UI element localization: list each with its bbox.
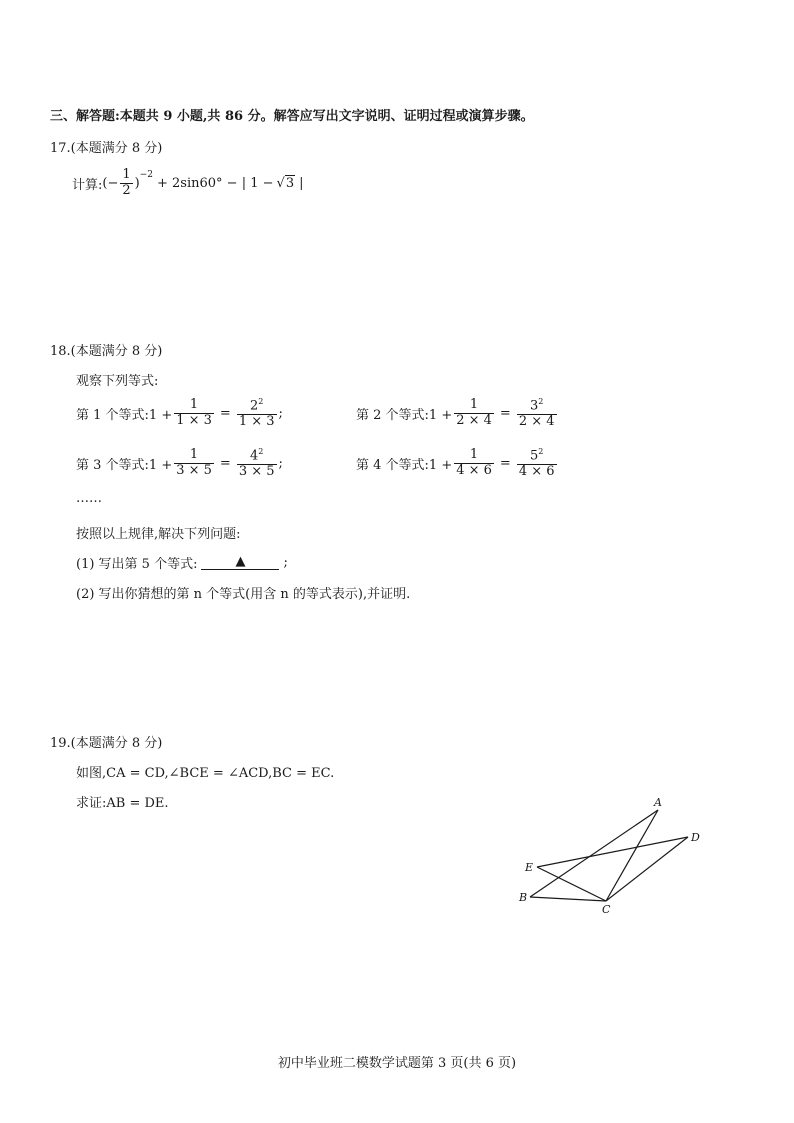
q18-equation-2 [356,397,559,430]
eq-right-fraction [517,397,557,430]
eq-right-num-base: 2 [249,398,259,414]
answer-blank[interactable]: ▲ [201,555,279,570]
eq-left-fraction [174,398,214,429]
segment-cd [606,837,688,901]
eq-left-den: 4 × 6 [456,463,492,479]
q18-ellipsis: …… [76,491,102,506]
segment-ac [606,810,658,901]
q17-sqrt-arg: 3 [285,176,295,192]
eq-right-num [517,397,557,415]
q17-frac-den: 2 [122,182,131,198]
q17-header: 17.(本题满分 8 分) [50,141,163,156]
segment-ec [537,867,606,901]
q17-expr-close: ) [134,175,140,191]
point-label-c: C [602,903,611,915]
q18-part1-suffix: ; [283,555,288,570]
eq-equals: = [499,406,511,422]
q17-expr-end: | [299,175,304,191]
eq-label: 第 2 个等式:1 + [356,408,453,424]
q17-expression [72,168,303,199]
q17-exponent: −2 [139,170,153,180]
eq-left-num: 1 [454,448,494,464]
eq-right-num [237,447,277,465]
eq-label: 第 4 个等式:1 + [356,458,453,474]
point-label-a: A [654,796,662,809]
q17-prompt: 计算: [72,177,103,193]
eq-right-num-exp: 2 [538,447,544,456]
eq-equals: = [219,456,231,472]
segment-ab [530,810,658,897]
point-label-b: B [519,891,528,904]
q19-given: 如图,CA = CD,∠BCE = ∠ACD,BC = EC. [76,766,335,781]
point-label-e: E [525,861,534,874]
eq-right-den: 1 × 3 [238,414,275,430]
eq-equals: = [499,456,511,472]
q18-instruction: 按照以上规律,解决下列问题: [76,527,241,542]
eq-left-fraction [454,448,494,479]
q18-equation-4 [356,447,559,480]
q19-prove: 求证:AB = DE. [76,796,169,811]
q18-header: 18.(本题满分 8 分) [50,344,163,359]
eq-left-num: 1 [174,448,214,464]
q18-equation-1 [76,397,283,430]
eq-right-num-exp: 2 [258,397,264,406]
q18-equation-3 [76,447,283,480]
eq-right-num-base: 4 [249,448,259,464]
page-footer: 初中毕业班二模数学试题第 3 页(共 6 页) [277,1056,517,1071]
eq-end: ; [278,456,283,472]
eq-right-num-exp: 2 [258,447,264,456]
eq-left-den: 1 × 3 [176,413,212,429]
eq-left-num: 1 [454,398,494,414]
eq-right-den: 4 × 6 [518,464,555,480]
section-heading: 三、解答题:本题共 9 小题,共 86 分。解答应写出文字说明、证明过程或演算步骤。 [50,109,534,124]
eq-label: 第 1 个等式:1 + [76,408,173,424]
eq-left-fraction [454,398,494,429]
eq-right-fraction [237,447,277,480]
eq-left-num: 1 [174,398,214,414]
q17-expr-mid: + 2sin60° − | 1 − [157,175,274,191]
eq-end: ; [278,406,283,422]
segment-bc [530,897,606,901]
eq-left-fraction [174,448,214,479]
eq-right-num-base: 5 [529,448,539,464]
point-label-d: D [691,831,700,844]
eq-right-num-base: 3 [529,398,539,414]
q19-header: 19.(本题满分 8 分) [50,736,163,751]
q17-expr-open: (− [102,175,119,191]
eq-right-fraction [237,397,277,430]
eq-left-den: 3 × 5 [176,463,212,479]
q18-part2: (2) 写出你猜想的第 n 个等式(用含 n 的等式表示),并证明. [76,587,411,602]
eq-label: 第 3 个等式:1 + [76,458,173,474]
q18-part1 [76,553,288,572]
q17-frac-num: 1 [122,167,131,182]
eq-right-den: 3 × 5 [238,464,275,480]
q18-intro: 观察下列等式: [76,374,159,389]
q18-part1-prefix: (1) 写出第 5 个等式: [76,557,198,572]
eq-left-den: 2 × 4 [456,413,492,429]
q17-fraction [120,168,132,199]
eq-right-num-exp: 2 [538,397,544,406]
eq-right-num [517,447,557,465]
eq-equals: = [219,406,231,422]
eq-right-num [237,397,277,415]
q17-sqrt-sign: √ [276,175,285,191]
eq-right-fraction [517,447,557,480]
geometry-figure [510,790,710,915]
eq-right-den: 2 × 4 [518,414,555,430]
